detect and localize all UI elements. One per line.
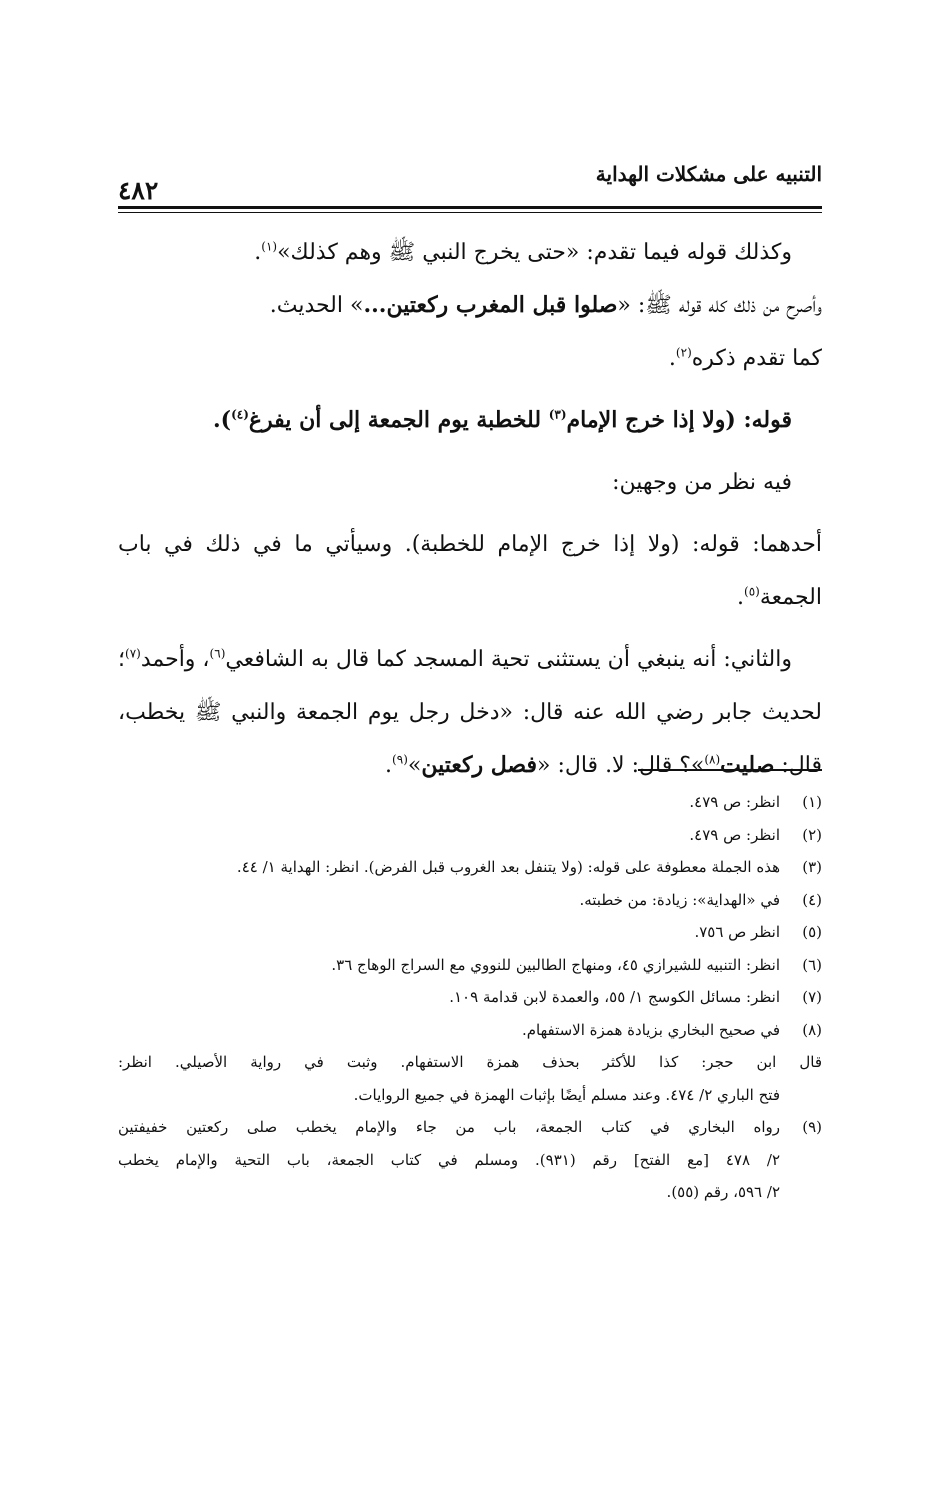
paragraph-6-b: ، وأحمد — [140, 647, 210, 672]
footnote-5 — [118, 916, 822, 949]
paragraph-5 — [118, 518, 822, 624]
paragraph-2-line2-end: . — [668, 346, 676, 371]
footnote-text: ٢/ ٤٧٨ [مع الفتح] رقم (٩٣١). ومسلم في كتاب الجمعة، باب التحية والإمام يخطب — [118, 1150, 781, 1169]
footnote-8-continuation — [118, 1046, 822, 1111]
paragraph-4 — [118, 456, 822, 509]
paragraph-3-end: ). — [212, 407, 232, 433]
footnote-number: (٨) — [802, 1020, 822, 1039]
footnote-2 — [118, 819, 822, 852]
footnote-number: (٧) — [802, 988, 822, 1006]
running-title: التنبيه على مشكلات الهداية — [595, 162, 822, 186]
footnote-text: في صحيح البخاري بزيادة همزة الاستفهام. — [521, 1020, 780, 1039]
paragraph-3 — [118, 394, 822, 447]
footnote-ref-9: (٩) — [392, 752, 408, 767]
footnote-7 — [118, 981, 822, 1014]
paragraph-2 — [118, 279, 822, 385]
hadith-quote-2: صليت — [720, 752, 775, 778]
footnote-6 — [118, 949, 822, 982]
page-number: ٤٨٢ — [118, 176, 159, 205]
footnote-ref-5: (٥) — [744, 584, 760, 599]
footnote-number: (٢) — [802, 825, 822, 844]
hadith-quote-1: صلوا قبل المغرب ركعتين... — [363, 292, 618, 318]
paragraph-2-line2: كما تقدم ذكره — [691, 346, 822, 371]
paragraph-6-d: »؟ قال: لا. قال: « — [537, 753, 705, 778]
footnote-text: انظر: ص ٤٧٩. — [689, 825, 780, 844]
paragraph-1-text: وكذلك قوله فيما تقدم: «حتى يخرج النبي ﷺ وهم كذلك» — [277, 240, 792, 265]
footnote-number: (٥) — [802, 923, 822, 941]
footnote-number: (٤) — [802, 890, 822, 909]
paragraph-1 — [118, 226, 822, 279]
paragraph-6-e: » — [407, 753, 422, 778]
paragraph-4-text: فيه نظر من وجهين: — [612, 470, 792, 495]
footnote-ref-2: (٢) — [675, 345, 692, 360]
footnote-ref-7: (٧) — [125, 646, 141, 661]
paragraph-5-end: . — [737, 585, 745, 610]
footnote-number: (٣) — [802, 858, 822, 876]
header-rule-thin — [118, 212, 822, 213]
footnote-text: رواه البخاري في كتاب الجمعة، باب من جاء والإمام يخطب صلى ركعتين خفيفتين — [118, 1118, 780, 1136]
footnote-text: قال ابن حجر: كذا للأكثر بحذف همزة الاستفهام. وثبت في رواية الأصيلي. انظر: — [118, 1053, 822, 1071]
footnote-text: في «الهداية»: زيادة: من خطبته. — [579, 890, 780, 909]
footnote-8 — [118, 1014, 822, 1047]
footnote-text: فتح الباري ٢/ ٤٧٤. وعند مسلم أيضًا بإثبات الهمزة في جميع الروايات. — [353, 1085, 780, 1104]
page-header — [118, 156, 822, 206]
paragraph-6-a: والثاني: أنه ينبغي أن يستثنى تحية المسجد كما قال به الشافعي — [225, 647, 792, 672]
paragraph-2-end: » الحديث. — [269, 293, 364, 318]
footnote-number: (١) — [802, 793, 822, 811]
paragraph-6-end: . — [385, 753, 393, 778]
footnote-text: هذه الجملة معطوفة على قوله: (ولا يتنفل بعد الغروب قبل الفرض). انظر: الهداية ١/ ٤٤. — [236, 858, 780, 876]
footnote-9 — [118, 1111, 822, 1209]
footnote-text: ٢/ ٥٩٦، رقم (٥٥). — [666, 1183, 780, 1201]
footnote-3 — [118, 851, 822, 884]
footnote-text: انظر: ص ٤٧٩. — [689, 793, 780, 811]
footnotes — [118, 786, 822, 1209]
paragraph-5-text: أحدهما: قوله: (ولا إذا خرج الإمام للخطبة). وسيأتي ما في ذلك في باب الجمعة — [118, 532, 822, 610]
footnote-text: انظر ص ٧٥٦. — [694, 923, 780, 941]
quoted-matn-a: قوله: (ولا إذا خرج الإمام — [566, 407, 792, 433]
footnote-number: (٦) — [802, 955, 822, 974]
footnote-1 — [118, 786, 822, 819]
footnote-number: (٩) — [802, 1118, 822, 1136]
footnote-text: انظر: التنبيه للشيرازي ٤٥، ومنهاج الطالبين للنووي مع السراج الوهاج ٣٦. — [331, 955, 780, 974]
hadith-quote-3: فصل ركعتين — [421, 752, 537, 778]
paragraph-6-c: ؛ لحديث جابر رضي الله عنه قال: «دخل رجل يوم الجمعة والنبي ﷺ يخطب، قال: — [118, 647, 822, 778]
footnote-ref-1: (١) — [261, 239, 278, 254]
footnote-ref-6: (٦) — [209, 646, 226, 661]
paragraph-1-end: . — [254, 240, 262, 265]
footnote-ref-3: (٣) — [548, 407, 567, 422]
main-text — [118, 226, 822, 792]
header-rule — [118, 206, 822, 209]
footnote-text: انظر: مسائل الكوسج ١/ ٥٥، والعمدة لابن قدامة ١٠٩. — [449, 988, 780, 1006]
footnote-ref-8: (٨) — [704, 752, 721, 767]
paragraph-2-start: وأصرح من ذلك كله قوله ﷺ: « — [617, 293, 822, 318]
footnote-4 — [118, 884, 822, 917]
footnote-separator — [638, 769, 822, 771]
quoted-matn-b: للخطبة يوم الجمعة إلى أن يفرغ — [248, 407, 549, 433]
footnote-ref-4: (٤) — [231, 407, 249, 422]
